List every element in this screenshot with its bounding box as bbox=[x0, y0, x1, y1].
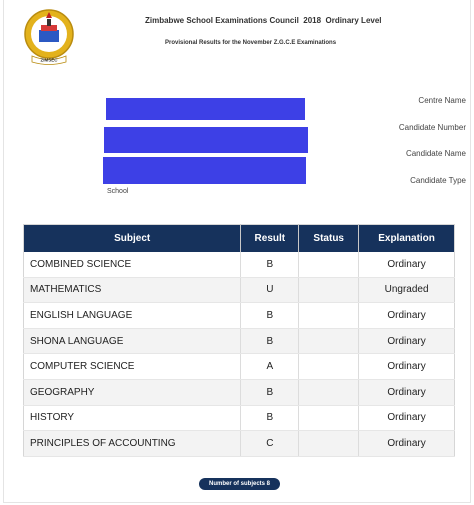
table-row bbox=[24, 379, 455, 405]
subject-cell: ENGLISH LANGUAGE bbox=[24, 303, 241, 329]
table-row bbox=[24, 431, 455, 457]
status-cell bbox=[299, 277, 359, 303]
subject-cell: PRINCIPLES OF ACCOUNTING bbox=[24, 431, 241, 457]
explanation-cell: Ordinary bbox=[359, 252, 455, 278]
header-explanation: Explanation bbox=[359, 225, 455, 252]
status-cell bbox=[299, 431, 359, 457]
school-label: School bbox=[107, 188, 129, 195]
status-cell bbox=[299, 354, 359, 380]
table-row bbox=[24, 303, 455, 329]
candidate-type-label: Candidate Type bbox=[410, 176, 466, 185]
subject-cell: COMPUTER SCIENCE bbox=[24, 354, 241, 380]
explanation-cell: Ordinary bbox=[359, 431, 455, 457]
subject-cell: SHONA LANGUAGE bbox=[24, 328, 241, 354]
subjects-count-badge: Number of subjects 8 bbox=[199, 478, 280, 490]
page-subtitle: Provisional Results for the November Z.G.C.E Examinations bbox=[165, 40, 337, 46]
explanation-cell: Ordinary bbox=[359, 328, 455, 354]
table-row bbox=[24, 354, 455, 380]
candidate-number-label: Candidate Number bbox=[398, 123, 466, 132]
explanation-cell: Ordinary bbox=[359, 303, 455, 329]
redaction-centre-name bbox=[106, 98, 305, 120]
result-cell: B bbox=[241, 328, 299, 354]
subject-cell: MATHEMATICS bbox=[24, 277, 241, 303]
explanation-cell: Ordinary bbox=[359, 354, 455, 380]
status-cell bbox=[299, 328, 359, 354]
result-cell: C bbox=[241, 431, 299, 457]
status-cell bbox=[299, 379, 359, 405]
redaction-candidate-name bbox=[103, 157, 306, 184]
table-row bbox=[24, 328, 455, 354]
zimsec-crest-icon bbox=[22, 3, 76, 67]
result-cell: U bbox=[241, 277, 299, 303]
explanation-cell: Ordinary bbox=[359, 405, 455, 431]
candidate-name-label: Candidate Name bbox=[405, 149, 466, 158]
table-row bbox=[24, 277, 455, 303]
result-cell: A bbox=[241, 354, 299, 380]
logo-text: ZIMSEC bbox=[40, 57, 58, 63]
explanation-cell: Ordinary bbox=[359, 379, 455, 405]
subject-cell: HISTORY bbox=[24, 405, 241, 431]
header-result: Result bbox=[241, 225, 299, 252]
centre-name-label: Centre Name bbox=[418, 96, 466, 105]
table-header-row bbox=[24, 225, 455, 252]
subject-cell: GEOGRAPHY bbox=[24, 379, 241, 405]
table-row bbox=[24, 405, 455, 431]
result-cell: B bbox=[241, 252, 299, 278]
header-status: Status bbox=[299, 225, 359, 252]
status-cell bbox=[299, 303, 359, 329]
results-table bbox=[23, 224, 455, 457]
redaction-candidate-number bbox=[104, 127, 308, 153]
status-cell bbox=[299, 405, 359, 431]
result-cell: B bbox=[241, 303, 299, 329]
subject-cell: COMBINED SCIENCE bbox=[24, 252, 241, 278]
header-subject: Subject bbox=[24, 225, 241, 252]
page-title: Zimbabwe School Examinations Council 2018 Ordinary Level bbox=[145, 16, 382, 25]
result-cell: B bbox=[241, 379, 299, 405]
table-row bbox=[24, 252, 455, 278]
status-cell bbox=[299, 252, 359, 278]
explanation-cell: Ungraded bbox=[359, 277, 455, 303]
result-cell: B bbox=[241, 405, 299, 431]
